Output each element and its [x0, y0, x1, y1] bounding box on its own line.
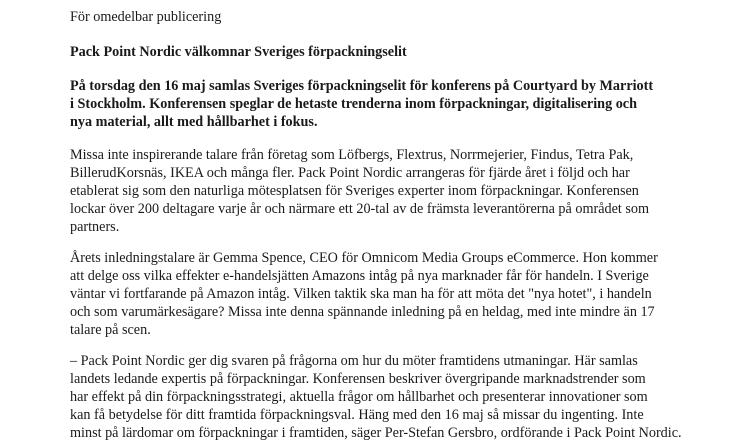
press-release-page [70, 0, 690, 441]
lead-paragraph: På torsdag den 16 maj samlas Sveriges förpackningselit för konferens på Courtyard by Marriott i Stockholm. Konferensen speglar de hetaste trenderna inom förpackningar, digitalisering och nya material, allt med hållbarhet i fokus. [70, 78, 654, 130]
body-paragraph: Missa inte inspirerande talare från företag som Löfbergs, Flextrus, Norrmejerier, Findus, Tetra Pak, BillerudKorsnäs, IKEA och många fler. Pack Point Nordic arrangeras för fjärde året i följd och har etablerat sig som den naturliga mötesplatsen för Sveriges experter inom förpackningar. Konferensen lockar över 200 deltagare varje år och närmare ett 20-tal av de främsta leverantörerna på området som partners. [70, 147, 650, 235]
release-label: För omedelbar publicering [70, 9, 222, 25]
headline: Pack Point Nordic välkomnar Sveriges förpackningselit [70, 44, 407, 60]
body-paragraph: Årets inledningstalare är Gemma Spence, CEO för Omnicom Media Groups eCommerce. Hon kommer att delge oss vilka effekter e-handelsjätten Amazons intåg på nya marknader får för handeln. I Sverige väntar vi fortfarande på Amazon intåg. Vilken taktik ska man ha för att möta det "nya hotet", i handeln och som varumärkesägare? Missa inte denna spännande inledning på en heldag, med inte mindre än 17 talare på scen. [70, 250, 658, 338]
body-paragraph: – Pack Point Nordic ger dig svaren på frågorna om hur du möter framtidens utmaningar. Här samlas landets ledande expertis på förpackningar. Konferensen beskriver övergripande marknadstrender som har effekt på din förpackningsstrategi, aktuella frågor om hållbarhet och presenterar innovationer som kan få betydelse för ditt framtida förpackningsval. Häng med den 16 maj så missar du ingenting. Inte minst på lärdomar om förpackningar i framtiden, säger Per-Stefan Gersbro, ordförande i Pack Point Nordic. [70, 353, 682, 441]
